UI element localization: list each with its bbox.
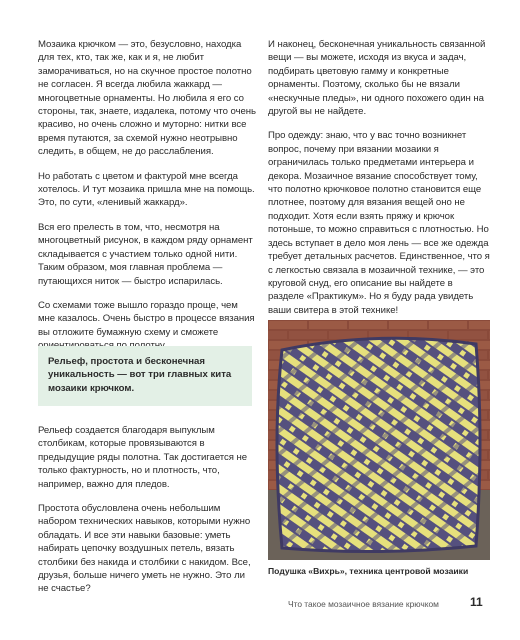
paragraph: Со схемами тоже вышло гораздо проще, чем мне казалось. Очень быстро в процессе вязания вы отложите бумажную схему и сможете [38, 299, 255, 338]
paragraph: Про одежду: знаю, что у вас точно возникнет вопрос, почему при вязании мозаики я ограничилась только предметами интерьера и декора. Мозаичное вязание способствует тому, что полотно крючковое полотно становится еще плотнее, поэтому для вязания вещей оно не подходит. Хотя если взять пряжу и крючок потоньше, то можно справиться с плотностью. Но здесь вступает в дело моя лень — все же одежда требует детальных расчетов. Единственное, что я с легкостью связала в мозаичной технике, — это круговой снуд, его описание вы найдете в разделе «Практикум». Но я буду рада увидеть ваши свитера в этой технике! [268, 130, 490, 316]
pillow-photo [268, 320, 490, 560]
paragraph: Рельеф создается благодаря выпуклым столбикам, которые провязываются в предыдущие ряды полотна. Так достигается не только фактурность, но и плотность, что, например, важно для пледов. [38, 425, 248, 490]
pull-quote-callout: Рельеф, простота и бесконечная уникальность — вот три главных кита мозаики крючком. [38, 346, 252, 406]
paragraph: Мозаика крючком — это, безусловно, находка для тех, кто, так же, как и я, не любит заморачиваться, но на скучное простое полотно не согласен. Я всегда любила жаккард — многоцветные орнаменты. Но любила я его со стороны, так, знаете, издалека, потому что очень красиво, но очень сложно и муторно: нитки все время путаются, за схемой нужно неотрывно следить, в общем, не до расслабления. [38, 39, 257, 158]
paragraph: Вся его прелесть в том, что, несмотря на многоцветный рисунок, в каждом ряду орнамент складывается с участием только одной нити. Таким образом, моя главная проблема — путающихся ниток — быстро испарилась. [38, 221, 253, 287]
paragraph: И наконец, бесконечная уникальность связанной вещи — вы можете, исходя из вкуса и задач, подбирать цветовую гамму и конкретные орнаменты. Поэтому, сколько бы не вязали «нескучные пледы», ни одного похожего один на другой вы не найдете. [268, 39, 486, 118]
right-column [268, 38, 490, 328]
left-column [38, 38, 256, 364]
page-number: 11 [470, 595, 483, 609]
paragraph: Но работать с цветом и фактурой мне всегда хотелось. И тут мозаика пришла мне на помощь. Это, по сути, «ленивый жаккард». [38, 170, 255, 209]
image-caption: Подушка «Вихрь», техника центровой мозаики [268, 566, 469, 576]
pillow-image [268, 320, 490, 560]
left-column-bottom [38, 424, 256, 607]
paragraph: Простота обусловлена очень небольшим набором технических навыков, которыми нужно обладать. И все эти навыки базовые: уметь набирать цепочку воздушных петель, вязать столбики без накида и столбики с накидом. Все, друзья, больше ничего уметь не нужно. Это ли не счастье? [38, 503, 251, 595]
running-footer: Что такое мозаичное вязание крючком [288, 599, 439, 609]
